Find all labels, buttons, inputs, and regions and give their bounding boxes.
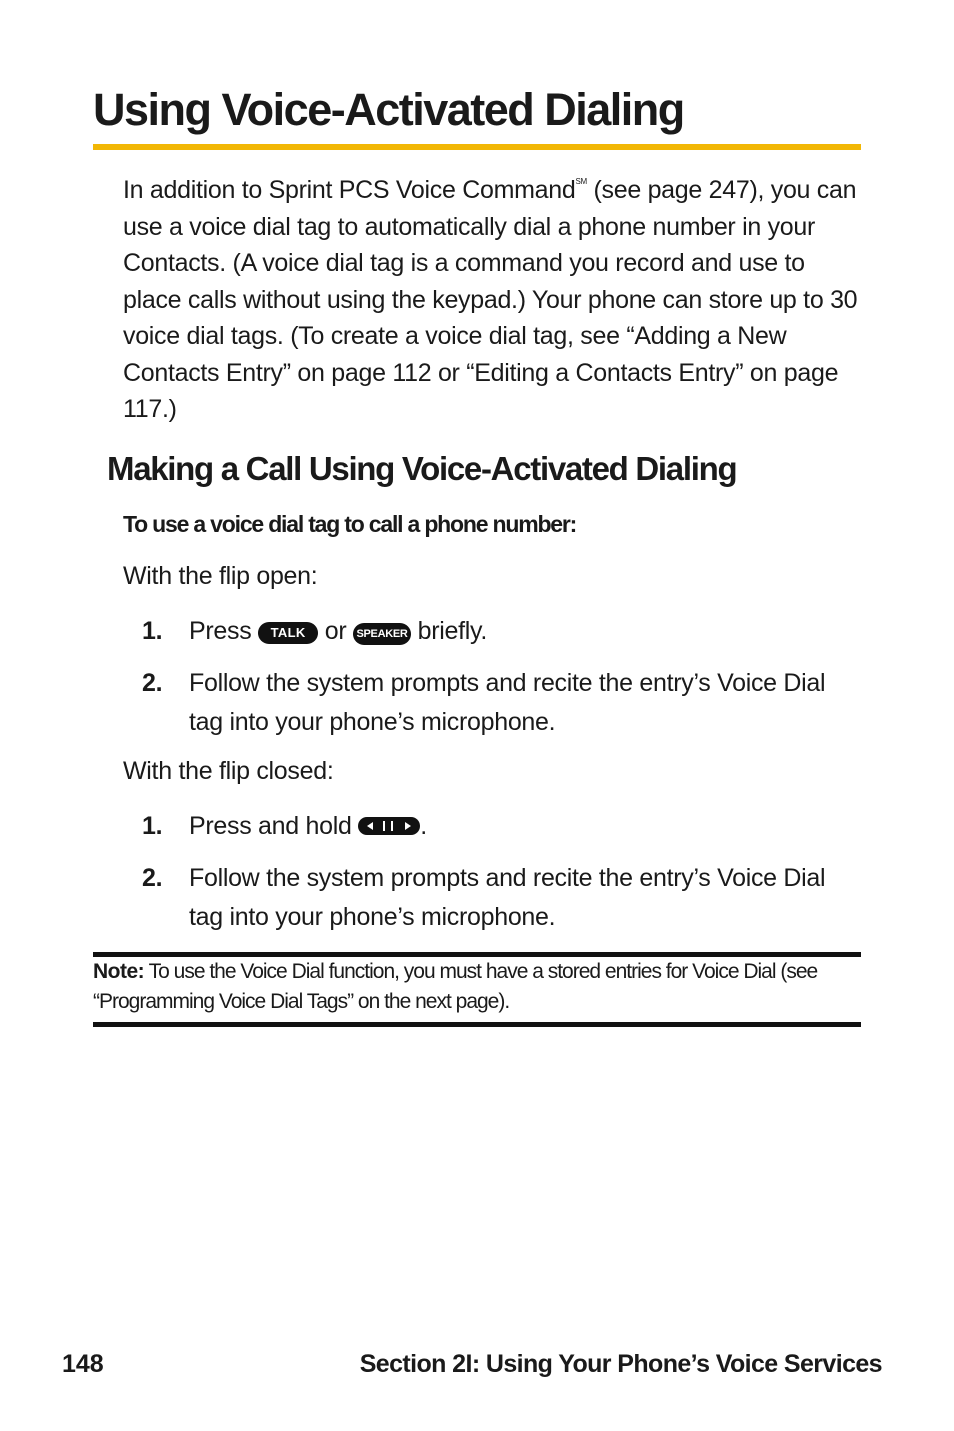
- flip-open-step-2: [142, 664, 862, 742]
- note-box: [93, 957, 863, 1017]
- step-number: 2.: [142, 864, 163, 892]
- procedure-label: To use a voice dial tag to call a phone number:: [123, 511, 577, 537]
- title-underline: [93, 144, 861, 150]
- intro-text-rest: (see page 247), you can use a voice dial tag to automatically dial a phone number in your Contacts. (A voice dial tag is a command you record and use to place calls without using the keypad.) Your phone can store up to 30 voice dial tags. (To create a voice dial tag, see “Adding a New Contacts Entry” on page 112 or “Editing a Contacts Entry” on page 117.): [123, 176, 858, 423]
- service-mark: SM: [575, 177, 587, 186]
- press-and-hold-text: Press and hold: [189, 812, 352, 840]
- step-text: Follow the system prompts and recite the entry’s Voice Dial tag into your phone’s microphone.: [189, 669, 826, 736]
- press-word: Press: [189, 617, 252, 645]
- section-subheading: Making a Call Using Voice-Activated Dialing: [107, 450, 737, 487]
- flip-open-label: With the flip open:: [123, 562, 318, 590]
- page-number: 148: [62, 1350, 104, 1378]
- step-text: Follow the system prompts and recite the entry’s Voice Dial tag into your phone’s microphone.: [189, 864, 826, 931]
- flip-closed-step-1: [142, 807, 862, 846]
- step-text: [189, 612, 862, 651]
- footer-section-title: Section 2I: Using Your Phone’s Voice Services: [359, 1350, 882, 1378]
- step-number: 1.: [142, 812, 163, 840]
- or-word: or: [324, 617, 347, 645]
- talk-key-icon: TALK: [258, 622, 318, 644]
- step-text: [189, 807, 862, 846]
- intro-paragraph: [123, 172, 863, 428]
- flip-closed-step-2: [142, 859, 862, 937]
- flip-closed-label: With the flip closed:: [123, 757, 334, 785]
- flip-open-step-1: [142, 612, 862, 651]
- briefly-word: briefly.: [417, 617, 488, 645]
- step-number: 1.: [142, 617, 163, 645]
- step-number: 2.: [142, 669, 163, 697]
- period: .: [420, 812, 427, 840]
- note-text: To use the Voice Dial function, you must have a stored entries for Voice Dial (see “Programming Voice Dial Tags” on the next page).: [93, 960, 818, 1013]
- side-voice-key-icon: [358, 817, 420, 835]
- note-bottom-rule: [93, 1022, 861, 1027]
- page-title: Using Voice-Activated Dialing: [93, 84, 684, 135]
- speaker-key-icon: SPEAKER: [353, 623, 411, 645]
- note-label: Note:: [93, 960, 145, 983]
- intro-text-start: In addition to Sprint PCS Voice Command: [123, 176, 576, 204]
